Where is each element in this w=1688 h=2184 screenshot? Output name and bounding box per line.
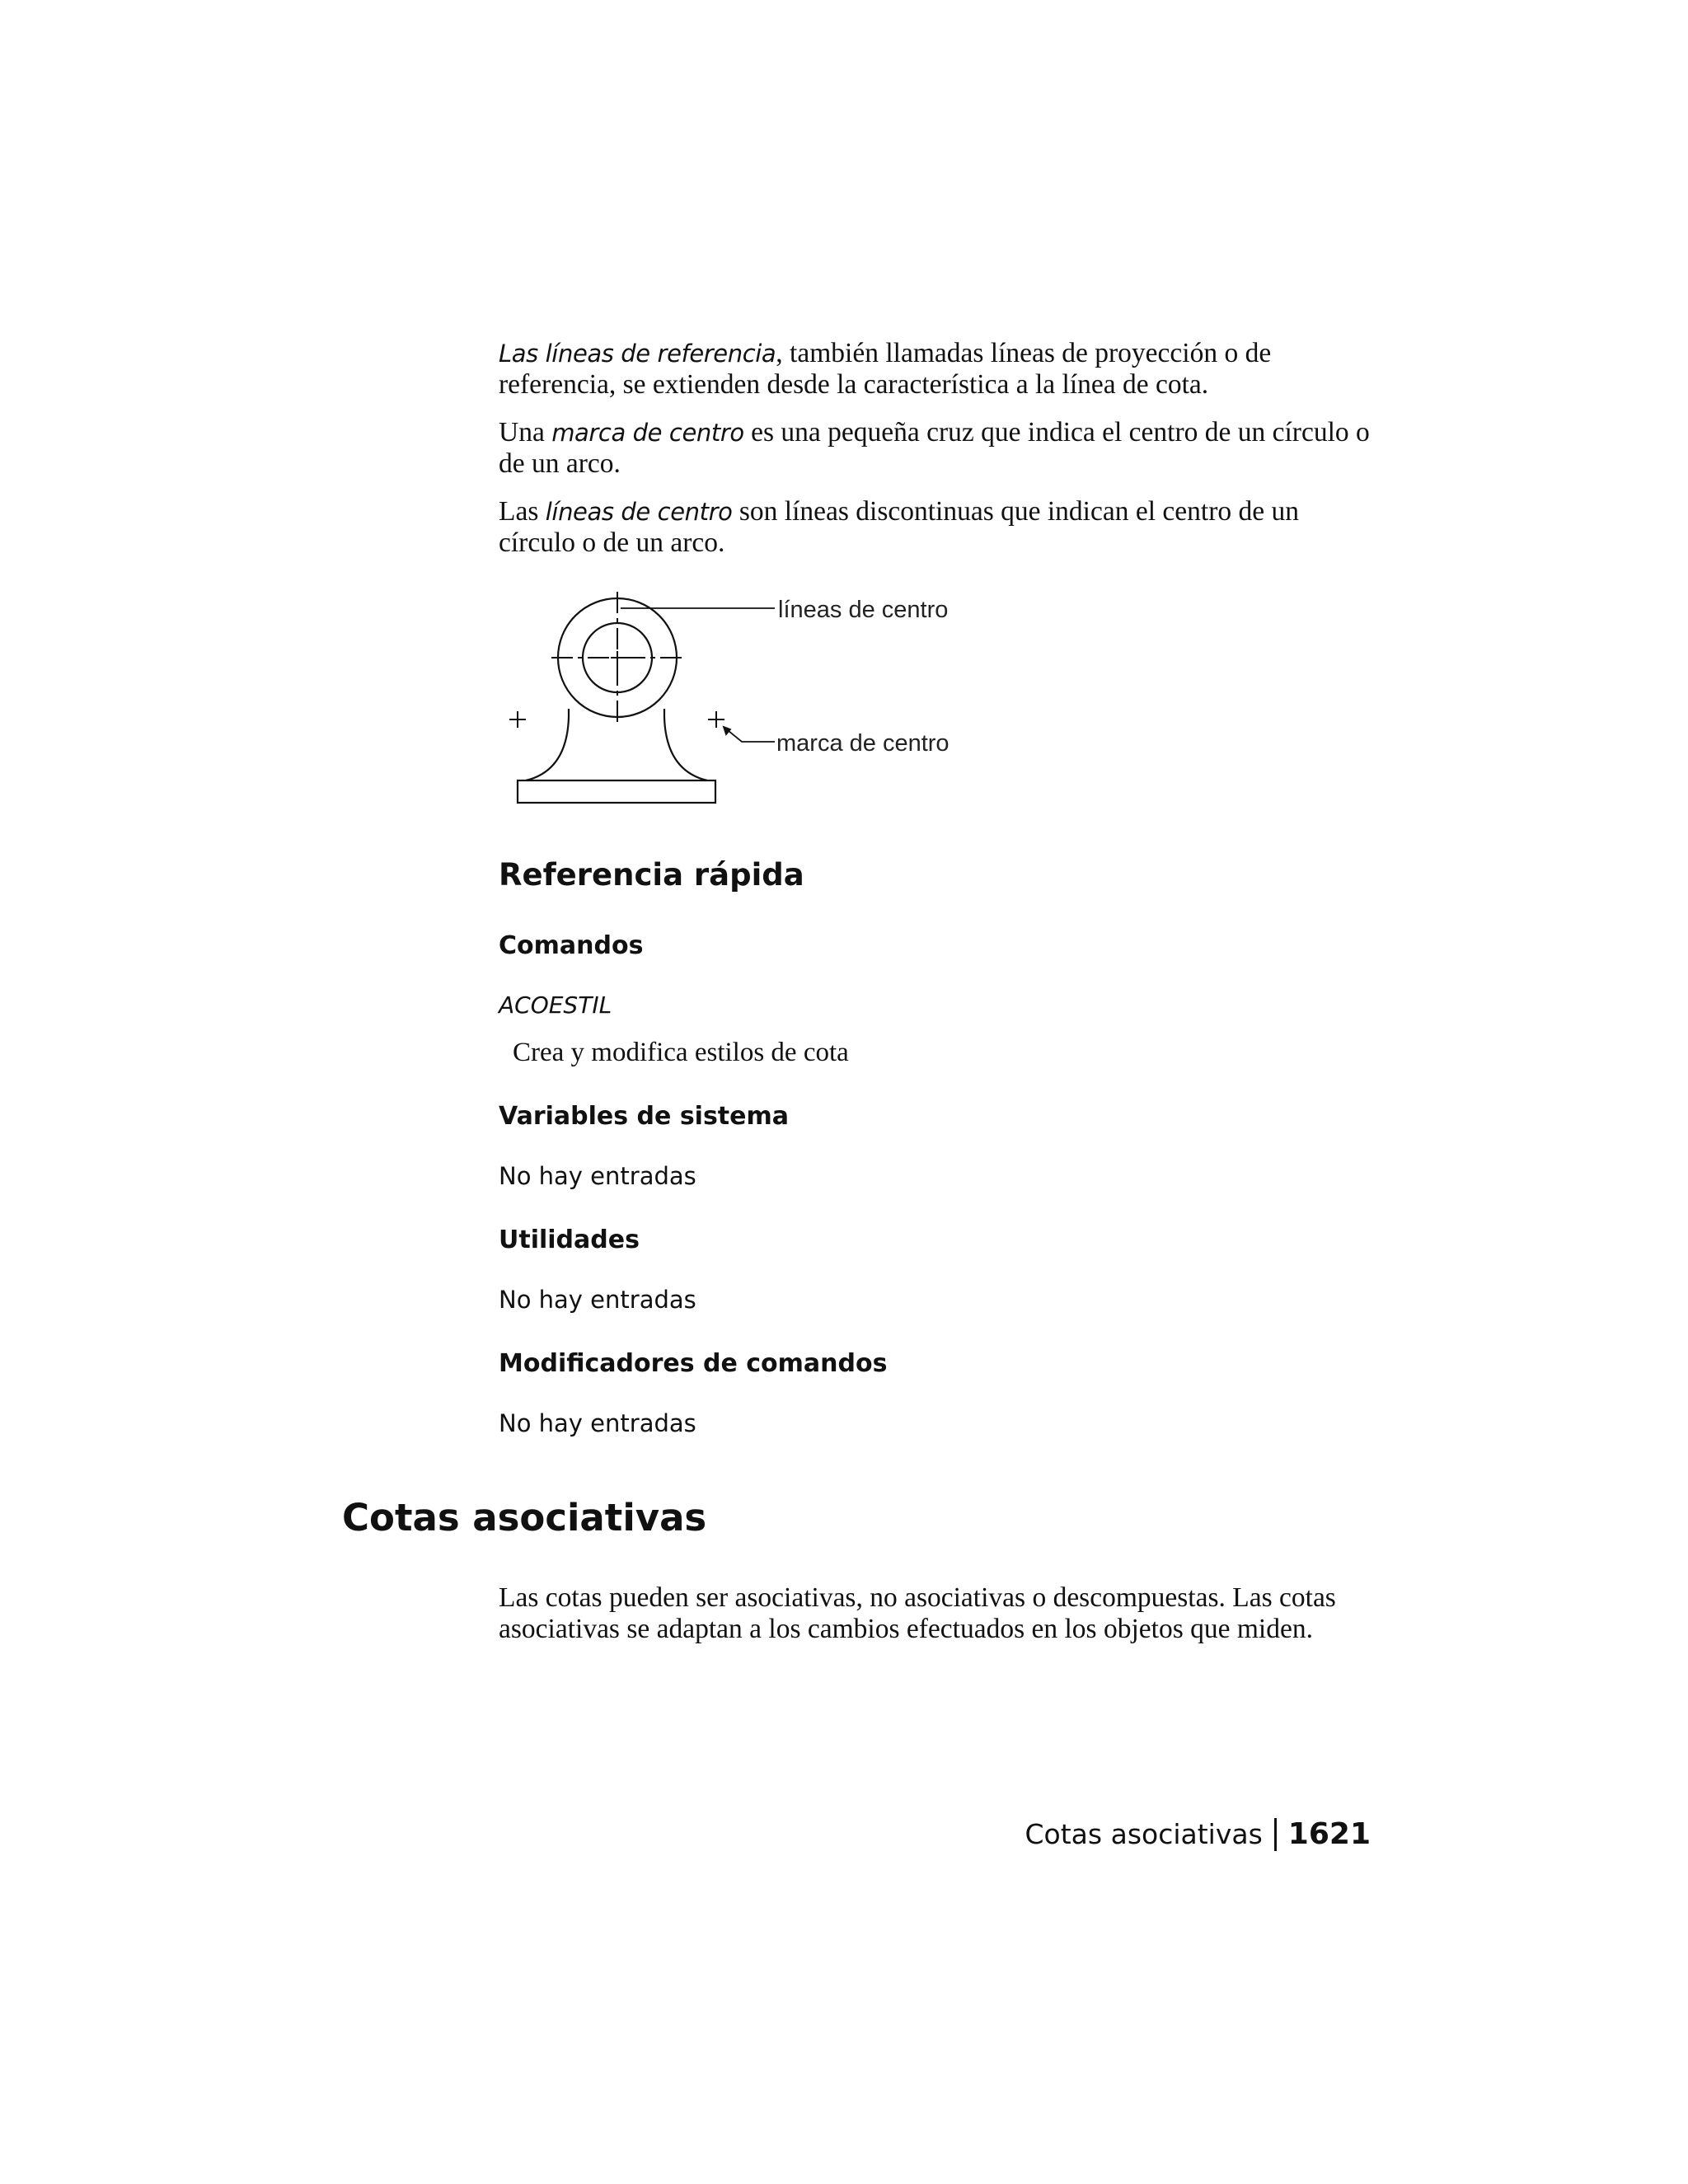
term-extension-lines: Las líneas de referencia [499,340,776,368]
page-footer [1025,1817,1371,1851]
section-title: Cotas asociativas [342,1496,707,1540]
command-modifiers-text: No hay entradas [499,1409,696,1437]
commands-heading: Comandos [499,931,644,960]
right-fillet [664,709,707,780]
command-modifiers-heading: Modificadores de comandos [499,1349,888,1378]
paragraph-center-lines [499,496,1372,559]
footer-section-name: Cotas asociativas [1025,1818,1263,1850]
system-variables-heading: Variables de sistema [499,1102,790,1131]
label-center-mark: marca de centro [776,730,950,757]
quick-reference-title: Referencia rápida [499,857,804,893]
command-description: Crea y modifica estilos de cota [513,1038,849,1067]
utilities-text: No hay entradas [499,1286,696,1314]
paragraph-text: es una pequeña cruz que indica el centro de un círculo o de un arco. [499,417,1370,479]
term-center-mark: marca de centro [551,419,744,447]
center-marks-figure [503,585,973,816]
system-variables-text: No hay entradas [499,1162,696,1190]
paragraph-text: son líneas discontinuas que indican el centro de un círculo o de un arco. [499,496,1299,558]
base-plate [518,780,715,803]
section-body: Las cotas pueden ser asociativas, no asociativas o descompuestas. Las cotas asociativas se adaptan a los cambios efectuados en los objetos que miden. [499,1582,1336,1644]
label-center-lines: líneas de centro [778,597,949,623]
footer-separator [1274,1818,1277,1851]
term-center-lines: líneas de centro [545,498,733,526]
paragraph-text: Una [499,417,552,448]
utilities-heading: Utilidades [499,1226,640,1254]
paragraph-text: Las [499,496,546,527]
leader-arrowhead [724,727,730,734]
figure-drawing [503,585,973,816]
center-mark-left [509,711,526,728]
paragraph-center-mark [499,417,1372,480]
paragraph-text: , también llamadas líneas de proyección o de referencia, se extienden desde la característica a la línea de cota. [499,338,1272,400]
page-number: 1621 [1287,1817,1371,1851]
paragraph-extension-lines [499,338,1372,401]
center-mark-right [708,711,724,728]
command-name: ACOESTIL [499,991,612,1019]
left-fillet [526,709,569,780]
center-lines [551,592,683,724]
